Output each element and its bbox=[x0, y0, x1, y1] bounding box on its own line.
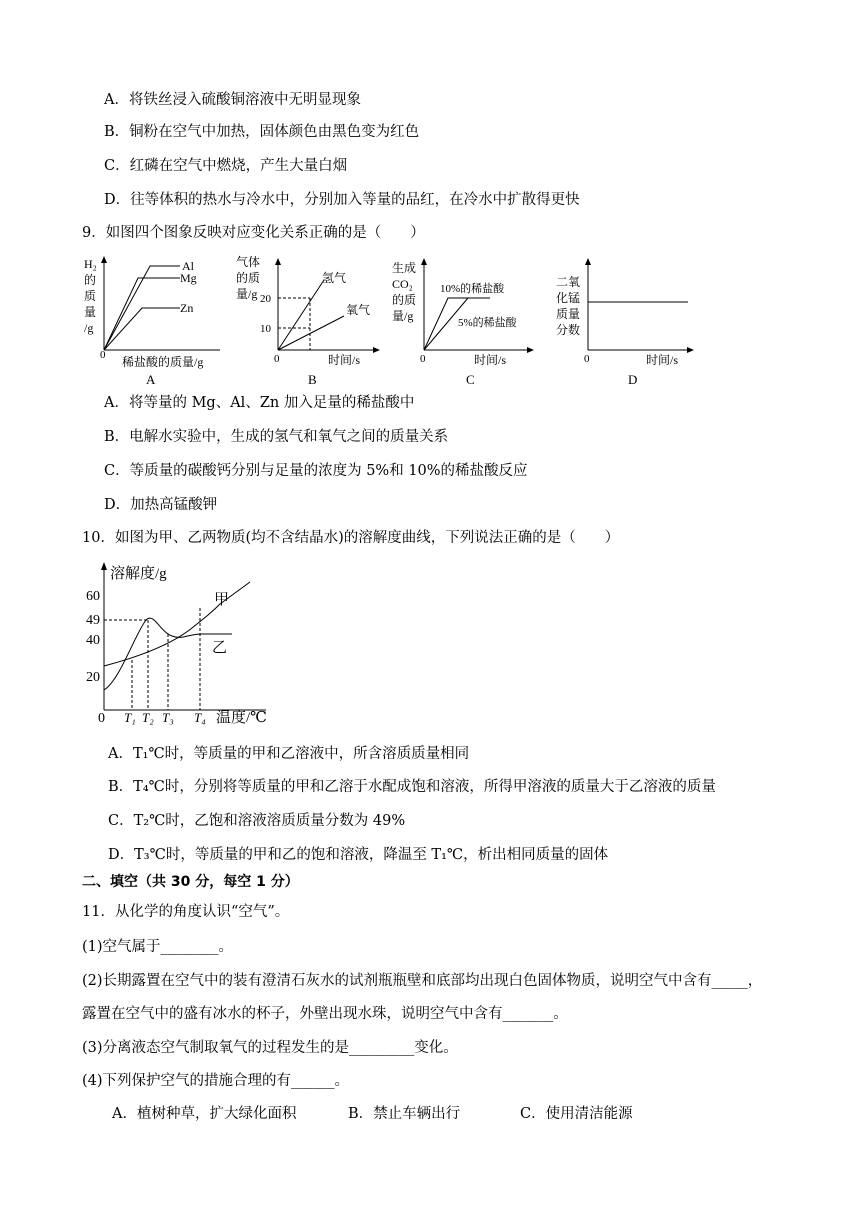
q11-part-2-line-1: (2)长期露置在空气中的装有澄清石灰水的试剂瓶瓶壁和底部均出现白色固体物质，说明空气中含有_____， bbox=[82, 973, 763, 989]
fig-b-tick-20: 20 bbox=[260, 293, 271, 305]
fig-a-ylabel-4: 量 bbox=[84, 305, 97, 319]
q8-option-a: A．将铁丝浸入硫酸铜溶液中无明显现象 bbox=[104, 92, 361, 108]
q8-option-c: C．红磷在空气中燃烧，产生大量白烟 bbox=[104, 158, 348, 174]
q9-figure-a bbox=[80, 252, 230, 388]
q9-option-b: B．电解水实验中，生成的氢气和氧气之间的质量关系 bbox=[104, 429, 449, 445]
fig-a-ylabel-3: 质 bbox=[84, 289, 97, 303]
q10-option-c: C．T₂℃时，乙饱和溶液溶质质量分数为 49% bbox=[108, 813, 406, 829]
q10-series-yi: 乙 bbox=[212, 640, 228, 656]
q10-ytick-20: 20 bbox=[86, 670, 100, 685]
fig-b-series-o2: 氧气 bbox=[346, 303, 371, 317]
fig-b-xlabel: 时间/s bbox=[328, 353, 361, 367]
q10-xlabel: 温度/℃ bbox=[216, 710, 267, 726]
q10-ytick-60: 60 bbox=[86, 589, 100, 604]
fig-c-label: C bbox=[466, 372, 475, 387]
fig-d-origin: 0 bbox=[584, 353, 590, 365]
fig-c-ylabel-1: 生成 bbox=[392, 261, 417, 275]
q10-xtick-t2: T₂ bbox=[142, 710, 154, 725]
q10-xtick-t3: T₃ bbox=[162, 710, 174, 725]
fig-b-ylabel-1: 气体 bbox=[236, 255, 261, 269]
q11-stem: 11．从化学的角度认识“空气”。 bbox=[82, 904, 290, 920]
fig-b-origin: 0 bbox=[274, 353, 280, 365]
q8-option-b: B．铜粉在空气中加热，固体颜色由黑色变为红色 bbox=[104, 124, 420, 140]
fig-d-label: D bbox=[628, 372, 638, 387]
fig-b-ylabel-3: 量/g bbox=[236, 287, 258, 301]
q11-part-3: (3)分离液态空气制取氧气的过程发生的是_________变化。 bbox=[82, 1040, 458, 1056]
q10-ylabel: 溶解度/g bbox=[110, 566, 167, 582]
fig-a-ylabel-2: 的 bbox=[84, 273, 97, 287]
q10-xtick-t1: T₁ bbox=[124, 710, 136, 725]
fig-c-origin: 0 bbox=[420, 353, 426, 365]
q11-option-a: A．植树种草，扩大绿化面积 bbox=[112, 1106, 297, 1122]
fig-d-ylabel-4: 分数 bbox=[556, 323, 581, 337]
q10-stem: 10．如图为甲、乙两物质(均不含结晶水)的溶解度曲线，下列说法正确的是（ ） bbox=[82, 530, 620, 546]
fig-b-ylabel-2: 的质 bbox=[236, 271, 261, 285]
q9-figure-d bbox=[552, 252, 702, 388]
q9-option-d: D．加热高锰酸钾 bbox=[104, 497, 218, 513]
q9-stem: 9．如图四个图象反映对应变化关系正确的是（ ） bbox=[82, 225, 425, 241]
q9-figure-b bbox=[236, 252, 386, 388]
q10-option-a: A．T₁℃时，等质量的甲和乙溶液中，所含溶质质量相同 bbox=[108, 746, 470, 762]
q11-option-c: C．使用清洁能源 bbox=[520, 1106, 633, 1122]
fig-a-xlabel: 稀盐酸的质量/g bbox=[122, 355, 204, 369]
q10-option-d: D．T₃℃时，等质量的甲和乙的饱和溶液，降温至 T₁℃，析出相同质量的固体 bbox=[108, 847, 609, 863]
q8-option-d: D．往等体积的热水与冷水中，分别加入等量的品红，在冷水中扩散得更快 bbox=[104, 192, 580, 208]
fig-a-series-mg: Mg bbox=[180, 271, 197, 285]
q9-option-c: C．等质量的碳酸钙分别与足量的浓度为 5%和 10%的稀盐酸反应 bbox=[104, 463, 528, 479]
fig-a-ylabel-1: H₂ bbox=[84, 257, 97, 271]
q10-origin: 0 bbox=[98, 711, 105, 726]
fig-a-series-zn: Zn bbox=[180, 301, 194, 315]
fig-a-ylabel-5: /g bbox=[84, 321, 94, 335]
q9-figure-c bbox=[392, 252, 542, 388]
q10-solubility-chart bbox=[82, 558, 282, 730]
q10-ytick-49: 49 bbox=[86, 613, 100, 628]
q11-part-1: (1)空气属于________。 bbox=[82, 939, 234, 955]
fig-d-xlabel: 时间/s bbox=[646, 353, 679, 367]
fig-b-tick-10: 10 bbox=[260, 323, 271, 335]
q11-part-2-line-2: 露置在空气中的盛有冰水的杯子，外壁出现水珠，说明空气中含有_______。 bbox=[82, 1006, 568, 1022]
fig-c-series-5: 5%的稀盐酸 bbox=[458, 317, 517, 329]
fig-c-series-10: 10%的稀盐酸 bbox=[440, 283, 505, 295]
q11-option-b: B．禁止车辆出行 bbox=[348, 1106, 461, 1122]
q10-xtick-t4: T₄ bbox=[194, 710, 206, 725]
fig-b-series-h2: 氢气 bbox=[322, 271, 347, 285]
fig-c-ylabel-3: 的质 bbox=[392, 293, 417, 307]
q10-series-jia: 甲 bbox=[214, 592, 230, 608]
fig-a-label: A bbox=[146, 372, 156, 387]
q10-option-b: B．T₄℃时，分别将等质量的甲和乙溶于水配成饱和溶液，所得甲溶液的质量大于乙溶液的质量 bbox=[108, 779, 716, 795]
fig-d-ylabel-3: 质量 bbox=[556, 307, 581, 321]
section-2-heading: 二、填空（共 30 分，每空 1 分） bbox=[82, 874, 299, 890]
fig-b-label: B bbox=[308, 372, 317, 387]
q9-option-a: A．将等量的 Mg、Al、Zn 加入足量的稀盐酸中 bbox=[104, 395, 415, 411]
q11-part-4: (4)下列保护空气的措施合理的有______。 bbox=[82, 1073, 350, 1089]
q10-ytick-40: 40 bbox=[86, 633, 100, 648]
fig-d-ylabel-2: 化锰 bbox=[556, 291, 581, 305]
fig-c-ylabel-2: CO₂ bbox=[392, 277, 413, 291]
fig-a-origin: 0 bbox=[100, 349, 106, 361]
fig-d-ylabel-1: 二氧 bbox=[556, 275, 581, 289]
fig-a-series-al: Al bbox=[182, 259, 194, 273]
fig-c-xlabel: 时间/s bbox=[474, 353, 507, 367]
fig-c-ylabel-4: 量/g bbox=[392, 309, 414, 323]
